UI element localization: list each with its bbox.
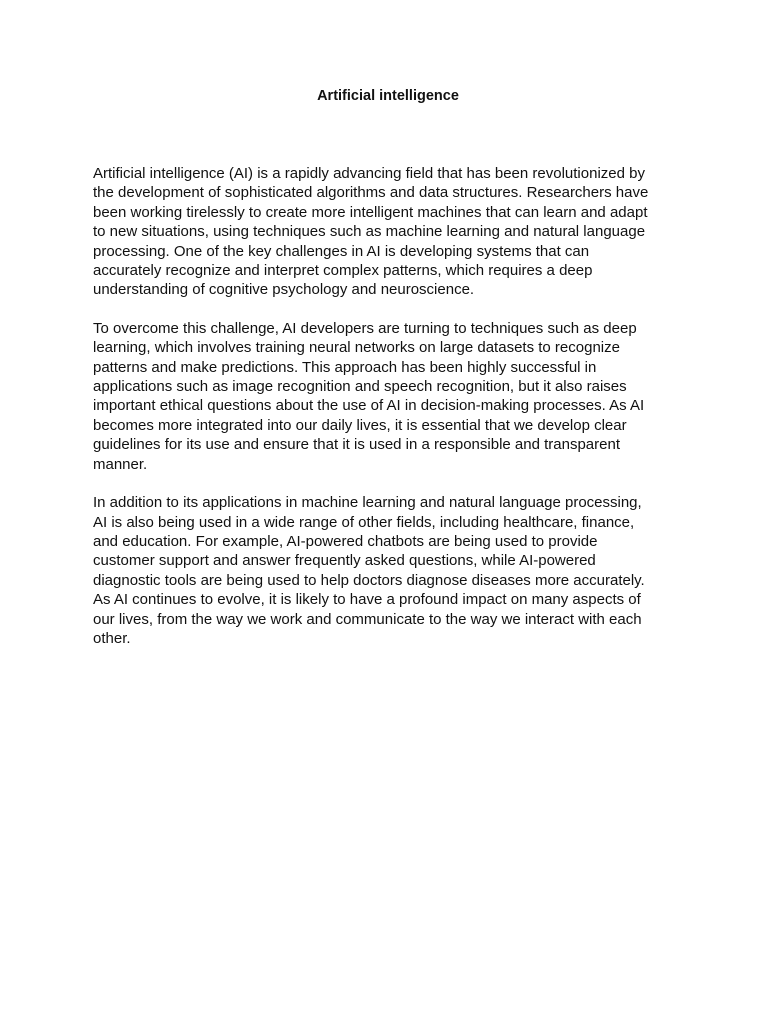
document-body [93, 164, 673, 667]
paragraph-2: To overcome this challenge, AI developers are turning to techniques such as deep learning, which involves training neural networks on large datasets to recognize patterns and make predictions. This approach has been highly successful in applications such as image recognition and speech recognition, but it also raises important ethical questions about the use of AI in decision-making processes. As AI becomes more integrated into our daily lives, it is essential that we develop clear guidelines for its use and ensure that it is used in a responsible and transparent manner. [93, 319, 645, 473]
document-title: Artificial intelligence [317, 88, 459, 104]
paragraph-3: In addition to its applications in machine learning and natural language processing, AI is also being used in a wide range of other fields, including healthcare, finance, and education. For example, AI-powered chatbots are being used to provide customer support and answer frequently asked questions, while AI-powered diagnostic tools are being used to help doctors diagnose diseases more accurately. As AI continues to evolve, it is likely to have a profound impact on many aspects of our lives, from the way we work and communicate to the way we interact with each other. [93, 494, 645, 647]
paragraph-1: Artificial intelligence (AI) is a rapidly advancing field that has been revolutionized by the development of sophisticated algorithms and data structures. Researchers have been working tirelessly to create more intelligent machines that can learn and adapt to new situations, using techniques such as machine learning and natural language processing. One of the key challenges in AI is developing systems that can accurately recognize and interpret complex patterns, which requires a deep understanding of cognitive psychology and neuroscience. [93, 165, 649, 299]
